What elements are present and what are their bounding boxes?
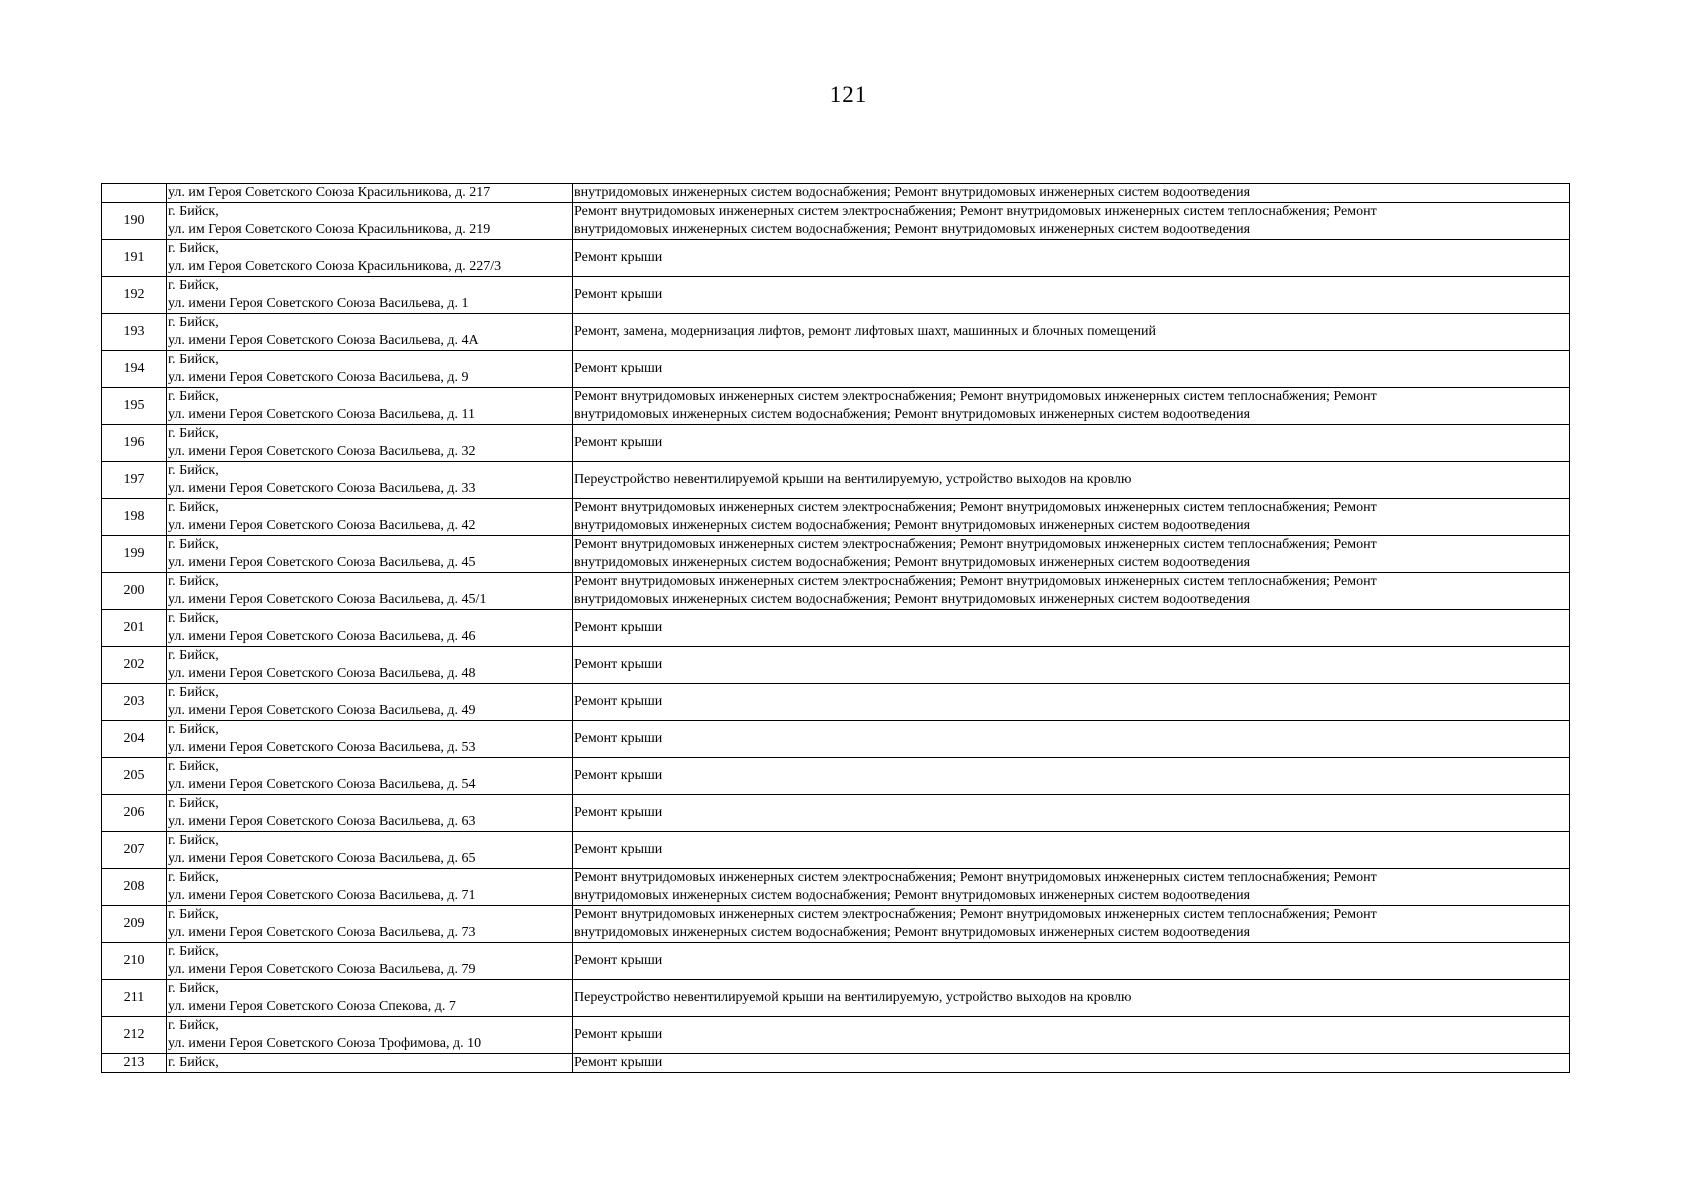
- address-cell: [167, 869, 573, 906]
- address-cell: [167, 351, 573, 388]
- address-cell: [167, 499, 573, 536]
- row-number: 212: [102, 1017, 167, 1054]
- work-type-line: Ремонт внутридомовых инженерных систем электроснабжения; Ремонт внутридомовых инженерных систем теплоснабжения; Ремонт: [574, 907, 1377, 922]
- work-type-cell: [573, 610, 1570, 647]
- work-type-line: Ремонт крыши: [574, 1055, 663, 1070]
- work-type-cell: [573, 277, 1570, 314]
- work-type-cell: [573, 499, 1570, 536]
- address-cell: [167, 943, 573, 980]
- row-number: 191: [102, 240, 167, 277]
- row-number: 209: [102, 906, 167, 943]
- work-type-cell: [573, 184, 1570, 203]
- table-row: [102, 1017, 1570, 1054]
- work-type-cell: [573, 573, 1570, 610]
- address-street: ул. имени Героя Советского Союза Васильева, д. 4А: [168, 333, 479, 348]
- address-cell: [167, 795, 573, 832]
- row-number: 213: [102, 1054, 167, 1073]
- address-street: ул. имени Героя Советского Союза Васильева, д. 48: [168, 666, 476, 681]
- address-cell: [167, 610, 573, 647]
- work-type-line: Ремонт крыши: [574, 1027, 663, 1042]
- work-type-line: Ремонт крыши: [574, 953, 663, 968]
- table-row: [102, 795, 1570, 832]
- work-type-line: Ремонт крыши: [574, 435, 663, 450]
- work-type-cell: [573, 351, 1570, 388]
- address-city: г. Бийск,: [168, 500, 219, 515]
- work-type-line: внутридомовых инженерных систем водоснабжения; Ремонт внутридомовых инженерных систем водоотведения: [574, 888, 1251, 903]
- address-street: ул. имени Героя Советского Союза Васильева, д. 71: [168, 888, 476, 903]
- table-row: [102, 721, 1570, 758]
- row-number: [102, 184, 167, 203]
- address-city: г. Бийск,: [168, 685, 219, 700]
- address-city: г. Бийск,: [168, 796, 219, 811]
- address-city: г. Бийск,: [168, 981, 219, 996]
- work-type-cell: [573, 240, 1570, 277]
- work-type-cell: [573, 721, 1570, 758]
- work-type-cell: [573, 684, 1570, 721]
- address-cell: [167, 832, 573, 869]
- address-street: ул. имени Героя Советского Союза Васильева, д. 45: [168, 555, 476, 570]
- address-cell: [167, 647, 573, 684]
- address-street: ул. имени Героя Советского Союза Васильева, д. 45/1: [168, 592, 487, 607]
- address-city: г. Бийск,: [168, 204, 219, 219]
- row-number: 211: [102, 980, 167, 1017]
- table-row: [102, 203, 1570, 240]
- work-type-line: Ремонт крыши: [574, 805, 663, 820]
- row-number: 197: [102, 462, 167, 499]
- row-number: 195: [102, 388, 167, 425]
- row-number: 203: [102, 684, 167, 721]
- work-type-line: внутридомовых инженерных систем водоснабжения; Ремонт внутридомовых инженерных систем водоотведения: [574, 555, 1251, 570]
- address-city: г. Бийск,: [168, 722, 219, 737]
- work-type-line: Ремонт внутридомовых инженерных систем электроснабжения; Ремонт внутридомовых инженерных систем теплоснабжения; Ремонт: [574, 500, 1377, 515]
- work-type-line: Ремонт внутридомовых инженерных систем электроснабжения; Ремонт внутридомовых инженерных систем теплоснабжения; Ремонт: [574, 537, 1377, 552]
- address-street: ул. им Героя Советского Союза Красильникова, д. 227/3: [168, 259, 502, 274]
- work-type-line: Переустройство невентилируемой крыши на вентилируемую, устройство выходов на кровлю: [574, 472, 1132, 487]
- table-row: [102, 351, 1570, 388]
- address-city: г. Бийск,: [168, 389, 219, 404]
- address-city: г. Бийск,: [168, 574, 219, 589]
- address-street: ул. имени Героя Советского Союза Васильева, д. 79: [168, 962, 476, 977]
- work-type-cell: [573, 203, 1570, 240]
- table-row: [102, 573, 1570, 610]
- address-city: г. Бийск,: [168, 944, 219, 959]
- address-city: г. Бийск,: [168, 833, 219, 848]
- address-street: ул. имени Героя Советского Союза Васильева, д. 1: [168, 296, 469, 311]
- address-city: г. Бийск,: [168, 315, 219, 330]
- table-row: [102, 758, 1570, 795]
- table-row: [102, 943, 1570, 980]
- row-number: 194: [102, 351, 167, 388]
- row-number: 208: [102, 869, 167, 906]
- work-type-cell: [573, 906, 1570, 943]
- address-cell: [167, 388, 573, 425]
- address-city: г. Бийск,: [168, 611, 219, 626]
- work-type-cell: [573, 980, 1570, 1017]
- work-type-cell: [573, 314, 1570, 351]
- work-type-cell: [573, 425, 1570, 462]
- address-city: г. Бийск,: [168, 759, 219, 774]
- address-cell: [167, 1054, 573, 1073]
- work-type-line: Ремонт внутридомовых инженерных систем электроснабжения; Ремонт внутридомовых инженерных систем теплоснабжения; Ремонт: [574, 204, 1377, 219]
- table-row: [102, 536, 1570, 573]
- work-type-cell: [573, 758, 1570, 795]
- work-type-cell: [573, 795, 1570, 832]
- address-street: ул. имени Героя Советского Союза Васильева, д. 11: [168, 407, 476, 422]
- address-city: г. Бийск,: [168, 278, 219, 293]
- address-street: ул. имени Героя Советского Союза Васильева, д. 49: [168, 703, 476, 718]
- address-cell: [167, 184, 573, 203]
- table-row: [102, 869, 1570, 906]
- table-row: [102, 277, 1570, 314]
- work-type-line: Ремонт внутридомовых инженерных систем электроснабжения; Ремонт внутридомовых инженерных систем теплоснабжения; Ремонт: [574, 870, 1377, 885]
- address-city: г. Бийск,: [168, 426, 219, 441]
- work-type-line: Ремонт крыши: [574, 731, 663, 746]
- work-type-line: внутридомовых инженерных систем водоснабжения; Ремонт внутридомовых инженерных систем водоотведения: [574, 407, 1251, 422]
- work-type-cell: [573, 1054, 1570, 1073]
- housing-repair-table: [101, 183, 1570, 1073]
- table-row: [102, 184, 1570, 203]
- address-city: г. Бийск,: [168, 648, 219, 663]
- work-type-cell: [573, 462, 1570, 499]
- address-street: ул. имени Героя Советского Союза Васильева, д. 42: [168, 518, 476, 533]
- address-street: ул. имени Героя Советского Союза Васильева, д. 54: [168, 777, 476, 792]
- work-type-line: Ремонт крыши: [574, 620, 663, 635]
- address-cell: [167, 906, 573, 943]
- work-type-line: Ремонт крыши: [574, 287, 663, 302]
- table-row: [102, 832, 1570, 869]
- row-number: 196: [102, 425, 167, 462]
- row-number: 193: [102, 314, 167, 351]
- address-cell: [167, 240, 573, 277]
- address-cell: [167, 758, 573, 795]
- address-street: ул. имени Героя Советского Союза Васильева, д. 9: [168, 370, 469, 385]
- address-cell: [167, 536, 573, 573]
- address-cell: [167, 1017, 573, 1054]
- page-number: 121: [829, 82, 868, 107]
- work-type-cell: [573, 832, 1570, 869]
- row-number: 198: [102, 499, 167, 536]
- address-city: г. Бийск,: [168, 537, 219, 552]
- address-city: г. Бийск,: [168, 907, 219, 922]
- work-type-line: внутридомовых инженерных систем водоснабжения; Ремонт внутридомовых инженерных систем водоотведения: [574, 518, 1251, 533]
- row-number: 210: [102, 943, 167, 980]
- work-type-line: Ремонт крыши: [574, 842, 663, 857]
- table-row: [102, 388, 1570, 425]
- table-row: [102, 314, 1570, 351]
- address-cell: [167, 684, 573, 721]
- work-type-cell: [573, 536, 1570, 573]
- work-type-line: внутридомовых инженерных систем водоснабжения; Ремонт внутридомовых инженерных систем водоотведения: [574, 185, 1251, 200]
- address-street: ул. имени Героя Советского Союза Васильева, д. 33: [168, 481, 476, 496]
- address-street: ул. имени Героя Советского Союза Васильева, д. 53: [168, 740, 476, 755]
- row-number: 190: [102, 203, 167, 240]
- address-cell: [167, 980, 573, 1017]
- table-row: [102, 240, 1570, 277]
- work-type-line: Ремонт крыши: [574, 768, 663, 783]
- work-type-cell: [573, 647, 1570, 684]
- work-type-line: Ремонт крыши: [574, 361, 663, 376]
- address-street: ул. имени Героя Советского Союза Спекова, д. 7: [168, 999, 456, 1014]
- work-type-cell: [573, 1017, 1570, 1054]
- address-street: ул. им Героя Советского Союза Красильникова, д. 219: [168, 222, 491, 237]
- table-row: [102, 980, 1570, 1017]
- address-cell: [167, 721, 573, 758]
- address-city: г. Бийск,: [168, 1055, 219, 1070]
- table-row: [102, 647, 1570, 684]
- table-body: [102, 184, 1570, 1073]
- row-number: 200: [102, 573, 167, 610]
- work-type-line: Ремонт крыши: [574, 250, 663, 265]
- address-street: ул. имени Героя Советского Союза Васильева, д. 65: [168, 851, 476, 866]
- address-cell: [167, 573, 573, 610]
- work-type-cell: [573, 388, 1570, 425]
- table-row: [102, 499, 1570, 536]
- table-row: [102, 610, 1570, 647]
- address-cell: [167, 203, 573, 240]
- address-cell: [167, 314, 573, 351]
- work-type-line: внутридомовых инженерных систем водоснабжения; Ремонт внутридомовых инженерных систем водоотведения: [574, 222, 1251, 237]
- work-type-line: внутридомовых инженерных систем водоснабжения; Ремонт внутридомовых инженерных систем водоотведения: [574, 592, 1251, 607]
- address-city: г. Бийск,: [168, 241, 219, 256]
- address-city: г. Бийск,: [168, 870, 219, 885]
- work-type-line: Ремонт внутридомовых инженерных систем электроснабжения; Ремонт внутридомовых инженерных систем теплоснабжения; Ремонт: [574, 389, 1377, 404]
- work-type-cell: [573, 943, 1570, 980]
- address-cell: [167, 425, 573, 462]
- row-number: 201: [102, 610, 167, 647]
- table-row: [102, 684, 1570, 721]
- row-number: 192: [102, 277, 167, 314]
- address-street: ул. имени Героя Советского Союза Васильева, д. 32: [168, 444, 476, 459]
- work-type-line: Ремонт крыши: [574, 694, 663, 709]
- work-type-cell: [573, 869, 1570, 906]
- address-city: г. Бийск,: [168, 1018, 219, 1033]
- address-city: г. Бийск,: [168, 463, 219, 478]
- address-cell: [167, 277, 573, 314]
- table-row: [102, 906, 1570, 943]
- row-number: 205: [102, 758, 167, 795]
- table-row: [102, 1054, 1570, 1073]
- work-type-line: Переустройство невентилируемой крыши на вентилируемую, устройство выходов на кровлю: [574, 990, 1132, 1005]
- work-type-line: Ремонт, замена, модернизация лифтов, ремонт лифтовых шахт, машинных и блочных помещений: [574, 324, 1156, 339]
- address-street: ул. имени Героя Советского Союза Трофимова, д. 10: [168, 1036, 482, 1051]
- work-type-line: Ремонт крыши: [574, 657, 663, 672]
- row-number: 207: [102, 832, 167, 869]
- table-row: [102, 462, 1570, 499]
- address-city: г. Бийск,: [168, 352, 219, 367]
- row-number: 199: [102, 536, 167, 573]
- address-street: ул. имени Героя Советского Союза Васильева, д. 63: [168, 814, 476, 829]
- work-type-line: Ремонт внутридомовых инженерных систем электроснабжения; Ремонт внутридомовых инженерных систем теплоснабжения; Ремонт: [574, 574, 1377, 589]
- row-number: 204: [102, 721, 167, 758]
- row-number: 206: [102, 795, 167, 832]
- address-street: ул. имени Героя Советского Союза Васильева, д. 46: [168, 629, 476, 644]
- address-street: ул. им Героя Советского Союза Красильникова, д. 217: [168, 185, 491, 200]
- row-number: 202: [102, 647, 167, 684]
- work-type-line: внутридомовых инженерных систем водоснабжения; Ремонт внутридомовых инженерных систем водоотведения: [574, 925, 1251, 940]
- table-row: [102, 425, 1570, 462]
- address-cell: [167, 462, 573, 499]
- address-street: ул. имени Героя Советского Союза Васильева, д. 73: [168, 925, 476, 940]
